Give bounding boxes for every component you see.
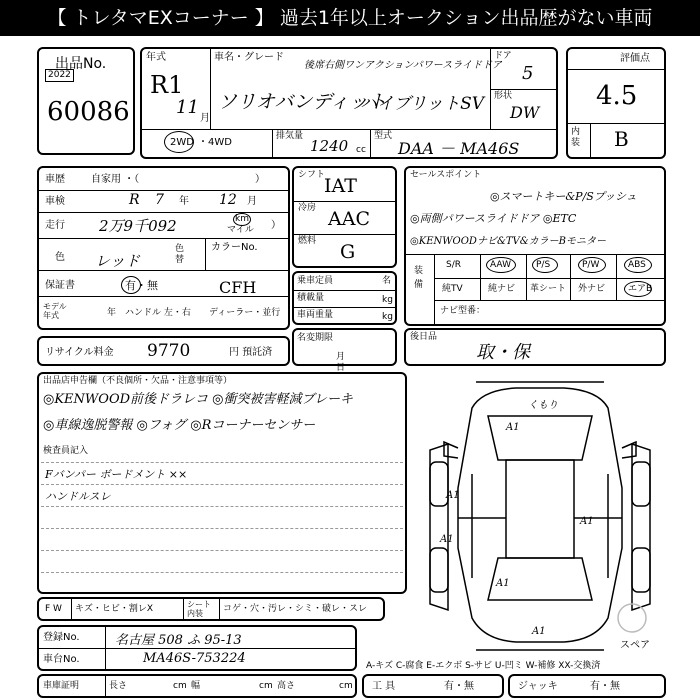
displacement-unit: cc [356, 145, 366, 155]
weight-label: 車両重量 [297, 310, 334, 320]
tools-value: 有・無 [444, 681, 474, 692]
cert-height: 高さ [277, 681, 296, 691]
equip-ps: P/S [536, 260, 551, 270]
equip-ext-navi: 外ナビ [578, 284, 606, 294]
equipment-label: 装備 [414, 266, 424, 290]
registration-label: 登録No. [43, 632, 80, 643]
diagram-mark-1: A1 [506, 422, 520, 433]
model-year-month: 11 [176, 97, 199, 118]
registration-value: 名古屋 508 ふ 95-13 [115, 633, 242, 648]
inspector-label: 検査員記入 [43, 446, 89, 456]
later-docs-label: 後日品 [410, 332, 438, 342]
cert-length: 長さ [109, 681, 128, 691]
equip-ps-circle [532, 257, 558, 273]
later-docs-value: 取・保 [476, 342, 530, 363]
details-block [37, 166, 290, 330]
warranty-circle-mark [121, 276, 141, 294]
equip-airbag-circle [624, 281, 652, 297]
mileage-close: ） [271, 220, 281, 231]
capacity-block [292, 271, 397, 325]
sales-equip-block [404, 166, 666, 326]
cert-height-cm: cm [339, 681, 353, 691]
spec-block [292, 166, 397, 268]
inspection-month: 12 [219, 192, 237, 208]
recycle-label: リサイクル料金 [45, 347, 114, 358]
displacement-label: 排気量 [276, 131, 304, 141]
history-label: 車歴 [45, 174, 65, 185]
cert-width-cm: cm [259, 681, 273, 691]
jack-value: 有・無 [590, 681, 620, 692]
inspection-label: 車検 [45, 196, 65, 207]
fw-text: キズ・ヒビ・割レX [75, 604, 153, 614]
fuel-value: G [340, 241, 356, 263]
sales-point-3: ◎KENWOODナビ&TV&カラーBモニター [410, 236, 606, 247]
model-code-label: 型式 [374, 131, 393, 141]
load-label: 積載量 [297, 293, 325, 303]
cert-width: 幅 [191, 681, 201, 691]
mileage-unit-km: km [235, 214, 249, 224]
seat-text: コゲ・穴・汚レ・シミ・破レ・スレ [223, 604, 368, 614]
color-no-label: カラーNo. [211, 242, 258, 253]
equip-tv: 純TV [442, 284, 463, 294]
model-year-label: 年式 [146, 52, 166, 63]
ac-value: AAC [328, 208, 370, 230]
model-spec-dealer: ディーラー・並行 [209, 308, 281, 318]
displacement-value: 1240 [310, 137, 349, 155]
model-spec-label: モデル年式 [43, 302, 67, 320]
recycle-box [37, 336, 290, 366]
history-close: ） [255, 174, 265, 185]
equip-pw: P/W [582, 260, 600, 270]
registration-block [37, 625, 357, 671]
diagram-mark-2: A1 [446, 490, 460, 501]
equip-abs-circle [624, 257, 652, 273]
diagram-mark-3: A1 [580, 516, 594, 527]
jack-row [508, 674, 666, 698]
color-change: 色替 [175, 244, 185, 265]
inspection-month-unit: 月 [247, 196, 257, 207]
fw-label: F W [45, 604, 62, 614]
color-label: 色 [55, 252, 65, 263]
chassis-label: 車台No. [43, 654, 80, 665]
km-circle-mark [233, 213, 251, 226]
inspection-year-unit: 年 [179, 196, 189, 207]
shift-value: IAT [324, 175, 357, 197]
car-name: ソリオバンディット [218, 91, 387, 113]
listing-item-1: ◎KENWOOD前後ドラレコ ◎衝突被害軽減ブレーキ [43, 392, 353, 407]
navi-model-label: ナビ型番： [440, 306, 486, 316]
seat-label: シート内装 [187, 600, 211, 618]
drive-4wd: 4WD [208, 137, 232, 148]
shape-label: 形状 [494, 91, 513, 101]
rating-box [566, 47, 666, 159]
chassis-value: MA46S-753224 [143, 651, 246, 666]
capacity-unit: 名 [382, 276, 392, 286]
header-banner [0, 0, 700, 36]
cert-length-cm: cm [173, 681, 187, 691]
tools-row [362, 674, 504, 698]
diagram-mark-kumori: くもり [528, 400, 558, 411]
model-year-month-unit: 月 [200, 113, 210, 124]
rating-label: 評価点 [620, 53, 650, 64]
garage-cert-label: 車庫証明 [43, 681, 80, 691]
shape-value: DW [510, 103, 540, 122]
tools-label: 工 具 [372, 681, 396, 692]
model-code-value: DAA － MA46S [398, 139, 520, 158]
ac-label: 冷房 [298, 203, 317, 213]
equip-abs: ABS [628, 260, 646, 270]
color-no-value: CFH [219, 278, 257, 297]
fw-row [37, 597, 385, 621]
door-value: 5 [522, 63, 534, 84]
lot-number: 60086 [47, 97, 130, 127]
damage-legend: A-キズ C-腐食 E-エクボ S-サビ U-凹ミ W-補修 XX-交換済 [366, 661, 601, 671]
interior-value: B [614, 127, 629, 151]
mileage-label: 走行 [45, 220, 65, 231]
jack-label: ジャッキ [518, 681, 558, 692]
header-title: 【 トレタマEXコーナー 】 過去1年以上オークション出品歴がない車両 [47, 7, 653, 29]
equip-pw-circle [578, 257, 606, 273]
model-spec-year: 年 [107, 308, 117, 318]
load-unit: kg [382, 295, 393, 305]
spare-label: スペア [620, 640, 650, 651]
drive-2wd: 2WD [170, 137, 194, 148]
later-docs-block [404, 328, 666, 366]
diagram-mark-5: A1 [496, 578, 510, 589]
recycle-unit: 円 預託済 [229, 347, 273, 358]
fuel-label: 燃料 [298, 236, 317, 246]
warranty-options: 有・無 [125, 279, 158, 292]
warranty-label: 保証書 [45, 280, 75, 291]
inspector-item-1: Fバンパー ボードメント ×× [45, 468, 188, 481]
diagram-mark-4: A1 [440, 534, 454, 545]
car-diagram [410, 378, 670, 660]
recycle-value: 9770 [147, 341, 191, 361]
notes-block [37, 372, 407, 594]
color-value: レッド [95, 252, 140, 270]
shift-label: シフト [298, 170, 326, 180]
model-spec-handle: ハンドル 左・右 [125, 308, 191, 318]
capacity-label: 乗車定員 [297, 276, 334, 286]
equip-aaw-circle [486, 257, 516, 273]
name-change-block [292, 328, 397, 373]
lot-number-box [37, 47, 135, 155]
name-grade-note: 後席右側ワンアクションパワースライドドア [304, 60, 502, 71]
inspection-year: 7 [155, 192, 164, 208]
equip-navi: 純ナビ [488, 284, 516, 294]
sales-point-1: ◎スマートキー&P/Sプッシュ [490, 190, 637, 203]
name-change-unit: 月日 [336, 352, 370, 373]
car-grade: ハイブリットSV [360, 94, 485, 114]
vehicle-info-block: 年式 R1 11 月 車名・グレード 後席右側ワンアクションパワースライドドア ソリオバンディット ハイブリットSV ドア 5 形状 DW 2WD ・ 4WD 排気量 1240 cc 型式 DAA － MA46S [140, 47, 558, 159]
sales-point-2: ◎両側パワースライドドア ◎ETC [410, 212, 577, 225]
garage-cert-row [37, 674, 357, 698]
history-value: 自家用 ・（ [91, 174, 140, 185]
drive-circle-mark [164, 131, 194, 153]
name-grade-label: 車名・グレード [214, 52, 284, 63]
equip-airbag: エアB [628, 284, 653, 294]
door-label: ドア [494, 51, 512, 61]
mileage-unit-mile: マイル [227, 225, 254, 235]
equip-leather: 革シート [530, 284, 567, 294]
interior-label: 内装 [571, 127, 581, 148]
listing-item-2: ◎車線逸脱警報 ◎フォグ ◎Rコーナーセンサー [43, 418, 316, 433]
rating-value: 4.5 [596, 81, 638, 111]
mileage-value: 2万9千092 [99, 217, 177, 235]
sales-points-label: セールスポイント [410, 170, 482, 180]
listing-info-label: 出品店申告欄（不良個所・欠品・注意事項等） [43, 376, 233, 386]
name-change-label: 名変期限 [297, 333, 334, 343]
lot-year: 2022 [45, 69, 74, 82]
inspector-item-2: ハンドルスレ [45, 490, 111, 503]
equip-aaw: AAW [490, 260, 511, 270]
lot-label: 出品No. [55, 56, 107, 72]
model-year-value: R1 [150, 71, 184, 99]
diagram-mark-6: A1 [532, 626, 546, 637]
weight-unit: kg [382, 312, 393, 322]
inspection-era: R [129, 192, 140, 208]
equip-sr: S/R [446, 260, 461, 270]
